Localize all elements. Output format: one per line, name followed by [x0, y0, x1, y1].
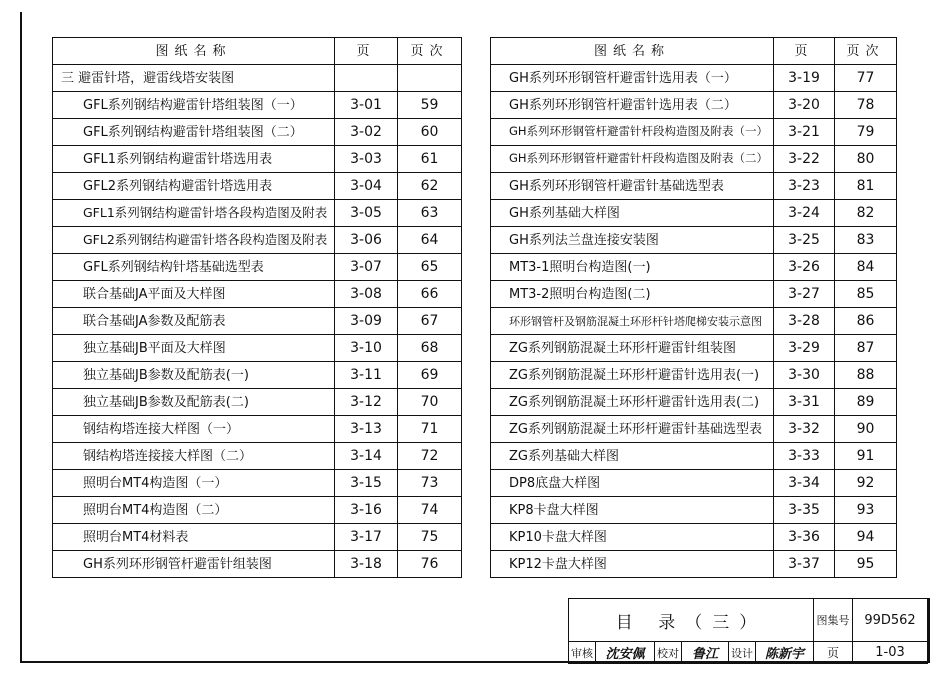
- table-row: [491, 254, 897, 281]
- drawing-name-cell: MT3-1照明台构造图(一): [491, 254, 774, 281]
- drawing-code-cell: 3-01: [335, 92, 398, 119]
- drawing-name-cell: 联合基础JA参数及配筋表: [53, 308, 335, 335]
- drawing-code-cell: 3-18: [335, 551, 398, 578]
- drawing-name-cell: GH系列基础大样图: [491, 200, 774, 227]
- drawing-code-cell: 3-13: [335, 416, 398, 443]
- drawing-name-cell: 钢结构塔连接大样图（一）: [53, 416, 335, 443]
- drawing-name-cell: KP12卡盘大样图: [491, 551, 774, 578]
- drawing-name-cell: 钢结构塔连接接大样图（二）: [53, 443, 335, 470]
- table-row: [53, 227, 462, 254]
- drawing-name-cell: GH系列环形钢管杆避雷针组装图: [53, 551, 335, 578]
- drawing-code-cell: 3-19: [774, 65, 835, 92]
- drawing-code-cell: 3-35: [774, 497, 835, 524]
- table-row: [53, 281, 462, 308]
- table-row: [491, 470, 897, 497]
- drawing-page-cell: 82: [835, 200, 897, 227]
- drawing-code-cell: 3-36: [774, 524, 835, 551]
- drawing-code-cell: 3-05: [335, 200, 398, 227]
- design-label: 设计: [728, 641, 756, 664]
- drawing-name-cell: 独立基础JB参数及配筋表(一): [53, 362, 335, 389]
- table-row: [491, 227, 897, 254]
- drawing-page-cell: 71: [398, 416, 462, 443]
- table-row: [53, 389, 462, 416]
- left-header-name: 图纸名称: [53, 38, 335, 65]
- drawing-code-cell: 3-10: [335, 335, 398, 362]
- drawing-name-cell: KP8卡盘大样图: [491, 497, 774, 524]
- drawing-code-cell: 3-06: [335, 227, 398, 254]
- drawing-name-cell: ZG系列钢筋混凝土环形杆避雷针选用表(二): [491, 389, 774, 416]
- drawing-page-cell: 65: [398, 254, 462, 281]
- check-signature: 鲁江: [681, 641, 729, 664]
- drawing-page-cell: 81: [835, 173, 897, 200]
- table-row: [53, 173, 462, 200]
- drawing-name-cell: GFL1系列钢结构避雷针塔选用表: [53, 146, 335, 173]
- table-row: [491, 416, 897, 443]
- atlas-label: 图集号: [813, 598, 853, 642]
- drawing-code-cell: 3-24: [774, 200, 835, 227]
- drawing-name-cell: GH系列环形钢管杆避雷针杆段构造图及附表（二）: [491, 146, 774, 173]
- right-table-header-row: [491, 38, 897, 65]
- drawing-page-cell: 83: [835, 227, 897, 254]
- left-section-row: [53, 65, 462, 92]
- drawing-name-cell: GFL2系列钢结构避雷针塔选用表: [53, 173, 335, 200]
- table-row: [53, 497, 462, 524]
- drawing-page-cell: 74: [398, 497, 462, 524]
- table-row: [53, 551, 462, 578]
- drawing-page-cell: 64: [398, 227, 462, 254]
- drawing-code-cell: 3-25: [774, 227, 835, 254]
- drawing-name-cell: ZG系列钢筋混凝土环形杆避雷针组装图: [491, 335, 774, 362]
- drawing-code-cell: 3-17: [335, 524, 398, 551]
- drawing-code-cell: 3-16: [335, 497, 398, 524]
- drawing-name-cell: ZG系列钢筋混凝土环形杆避雷针基础选型表: [491, 416, 774, 443]
- drawing-page-cell: 75: [398, 524, 462, 551]
- table-row: [491, 173, 897, 200]
- table-row: [53, 524, 462, 551]
- drawing-code-cell: 3-15: [335, 470, 398, 497]
- drawing-page-cell: 88: [835, 362, 897, 389]
- drawing-page-cell: 92: [835, 470, 897, 497]
- table-row: [53, 200, 462, 227]
- drawing-page-cell: 79: [835, 119, 897, 146]
- drawing-name-cell: DP8底盘大样图: [491, 470, 774, 497]
- drawing-page-cell: 63: [398, 200, 462, 227]
- right-header-code: 页: [774, 38, 835, 65]
- drawing-page-cell: 90: [835, 416, 897, 443]
- drawing-code-cell: 3-37: [774, 551, 835, 578]
- table-row: [53, 308, 462, 335]
- frame-left-line: [20, 12, 22, 662]
- drawing-code-cell: 3-03: [335, 146, 398, 173]
- drawing-name-cell: KP10卡盘大样图: [491, 524, 774, 551]
- drawing-page-cell: 89: [835, 389, 897, 416]
- drawing-code-cell: 3-09: [335, 308, 398, 335]
- drawing-page-cell: 62: [398, 173, 462, 200]
- drawing-name-cell: 照明台MT4构造图（一）: [53, 470, 335, 497]
- drawing-name-cell: GFL2系列钢结构避雷针塔各段构造图及附表: [53, 227, 335, 254]
- drawing-page-cell: 59: [398, 92, 462, 119]
- table-row: [53, 416, 462, 443]
- table-row: [491, 119, 897, 146]
- drawing-page-cell: 68: [398, 335, 462, 362]
- drawing-page-cell: 93: [835, 497, 897, 524]
- table-row: [491, 146, 897, 173]
- table-row: [491, 65, 897, 92]
- table-row: [53, 362, 462, 389]
- drawing-page-cell: 73: [398, 470, 462, 497]
- table-row: [491, 551, 897, 578]
- drawing-page-cell: 84: [835, 254, 897, 281]
- drawing-name-cell: GFL系列钢结构避雷针塔组装图（二）: [53, 119, 335, 146]
- drawing-name-cell: GH系列环形钢管杆避雷针选用表（二）: [491, 92, 774, 119]
- section-code-cell: [335, 65, 398, 92]
- table-row: [491, 497, 897, 524]
- table-row: [491, 308, 897, 335]
- left-table-header-row: [53, 38, 462, 65]
- drawing-code-cell: 3-29: [774, 335, 835, 362]
- drawing-name-cell: GFL1系列钢结构避雷针塔各段构造图及附表: [53, 200, 335, 227]
- drawing-name-cell: GFL系列钢结构针塔基础选型表: [53, 254, 335, 281]
- drawing-page-cell: 72: [398, 443, 462, 470]
- drawing-code-cell: 3-08: [335, 281, 398, 308]
- drawing-name-cell: ZG系列基础大样图: [491, 443, 774, 470]
- right-header-name: 图纸名称: [491, 38, 774, 65]
- table-row: [491, 443, 897, 470]
- drawing-page-cell: 61: [398, 146, 462, 173]
- drawing-page-cell: 95: [835, 551, 897, 578]
- drawing-name-cell: 照明台MT4材料表: [53, 524, 335, 551]
- page-label: 页: [813, 641, 853, 664]
- table-row: [53, 470, 462, 497]
- drawing-page-cell: 70: [398, 389, 462, 416]
- left-index-table: [52, 37, 462, 578]
- drawing-code-cell: 3-30: [774, 362, 835, 389]
- drawing-page-cell: 87: [835, 335, 897, 362]
- table-row: [491, 524, 897, 551]
- drawing-name-cell: GH系列法兰盘连接安装图: [491, 227, 774, 254]
- table-row: [53, 119, 462, 146]
- review-label: 审核: [568, 641, 596, 664]
- drawing-name-cell: 独立基础JB参数及配筋表(二): [53, 389, 335, 416]
- left-header-page: 页次: [398, 38, 462, 65]
- table-row: [491, 200, 897, 227]
- drawing-code-cell: 3-34: [774, 470, 835, 497]
- drawing-code-cell: 3-07: [335, 254, 398, 281]
- drawing-page-cell: 85: [835, 281, 897, 308]
- design-signature: 陈新宇: [755, 641, 814, 664]
- drawing-page-cell: 94: [835, 524, 897, 551]
- drawing-code-cell: 3-22: [774, 146, 835, 173]
- drawing-page-cell: 77: [835, 65, 897, 92]
- atlas-number: 99D562: [852, 598, 928, 642]
- drawing-page-cell: 80: [835, 146, 897, 173]
- drawing-name-cell: 照明台MT4构造图（二）: [53, 497, 335, 524]
- drawing-code-cell: 3-28: [774, 308, 835, 335]
- drawing-code-cell: 3-14: [335, 443, 398, 470]
- drawing-name-cell: 独立基础JB平面及大样图: [53, 335, 335, 362]
- drawing-name-cell: GH系列环形钢管杆避雷针杆段构造图及附表（一）: [491, 119, 774, 146]
- table-row: [53, 146, 462, 173]
- check-label: 校对: [654, 641, 682, 664]
- drawing-page-cell: 91: [835, 443, 897, 470]
- drawing-name-cell: GH系列环形钢管杆避雷针选用表（一）: [491, 65, 774, 92]
- drawing-page-cell: 69: [398, 362, 462, 389]
- drawing-code-cell: 3-20: [774, 92, 835, 119]
- drawing-code-cell: 3-33: [774, 443, 835, 470]
- page-number: 1-03: [852, 641, 928, 664]
- drawing-page-cell: 67: [398, 308, 462, 335]
- drawing-name-cell: 联合基础JA平面及大样图: [53, 281, 335, 308]
- drawing-name-cell: 环形钢管杆及钢筋混凝土环形杆针塔爬梯安装示意图: [491, 308, 774, 335]
- left-header-code: 页: [335, 38, 398, 65]
- drawing-code-cell: 3-12: [335, 389, 398, 416]
- drawing-code-cell: 3-27: [774, 281, 835, 308]
- frame-right-line: [928, 598, 930, 663]
- right-header-page: 页次: [835, 38, 897, 65]
- drawing-code-cell: 3-32: [774, 416, 835, 443]
- table-row: [491, 389, 897, 416]
- drawing-code-cell: 3-26: [774, 254, 835, 281]
- drawing-name-cell: ZG系列钢筋混凝土环形杆避雷针选用表(一): [491, 362, 774, 389]
- drawing-page-cell: 86: [835, 308, 897, 335]
- table-row: [53, 92, 462, 119]
- drawing-page-cell: 76: [398, 551, 462, 578]
- right-index-table: [490, 37, 897, 578]
- section-title: 三 避雷针塔，避雷线塔安装图: [53, 65, 335, 92]
- drawing-code-cell: 3-31: [774, 389, 835, 416]
- drawing-code-cell: 3-11: [335, 362, 398, 389]
- drawing-name-cell: MT3-2照明台构造图(二): [491, 281, 774, 308]
- drawing-page-cell: 66: [398, 281, 462, 308]
- review-signature: 沈安佩: [595, 641, 655, 664]
- table-row: [53, 443, 462, 470]
- table-row: [491, 335, 897, 362]
- drawing-code-cell: 3-23: [774, 173, 835, 200]
- drawing-code-cell: 3-21: [774, 119, 835, 146]
- sheet-title: 目 录（三）: [568, 598, 814, 642]
- table-row: [491, 362, 897, 389]
- table-row: [491, 92, 897, 119]
- drawing-page-cell: 78: [835, 92, 897, 119]
- title-block: [568, 598, 928, 664]
- section-page-cell: [398, 65, 462, 92]
- drawing-name-cell: GFL系列钢结构避雷针塔组装图（一）: [53, 92, 335, 119]
- drawing-code-cell: 3-02: [335, 119, 398, 146]
- table-row: [53, 335, 462, 362]
- table-row: [491, 281, 897, 308]
- drawing-page-cell: 60: [398, 119, 462, 146]
- table-row: [53, 254, 462, 281]
- drawing-code-cell: 3-04: [335, 173, 398, 200]
- drawing-name-cell: GH系列环形钢管杆避雷针基础选型表: [491, 173, 774, 200]
